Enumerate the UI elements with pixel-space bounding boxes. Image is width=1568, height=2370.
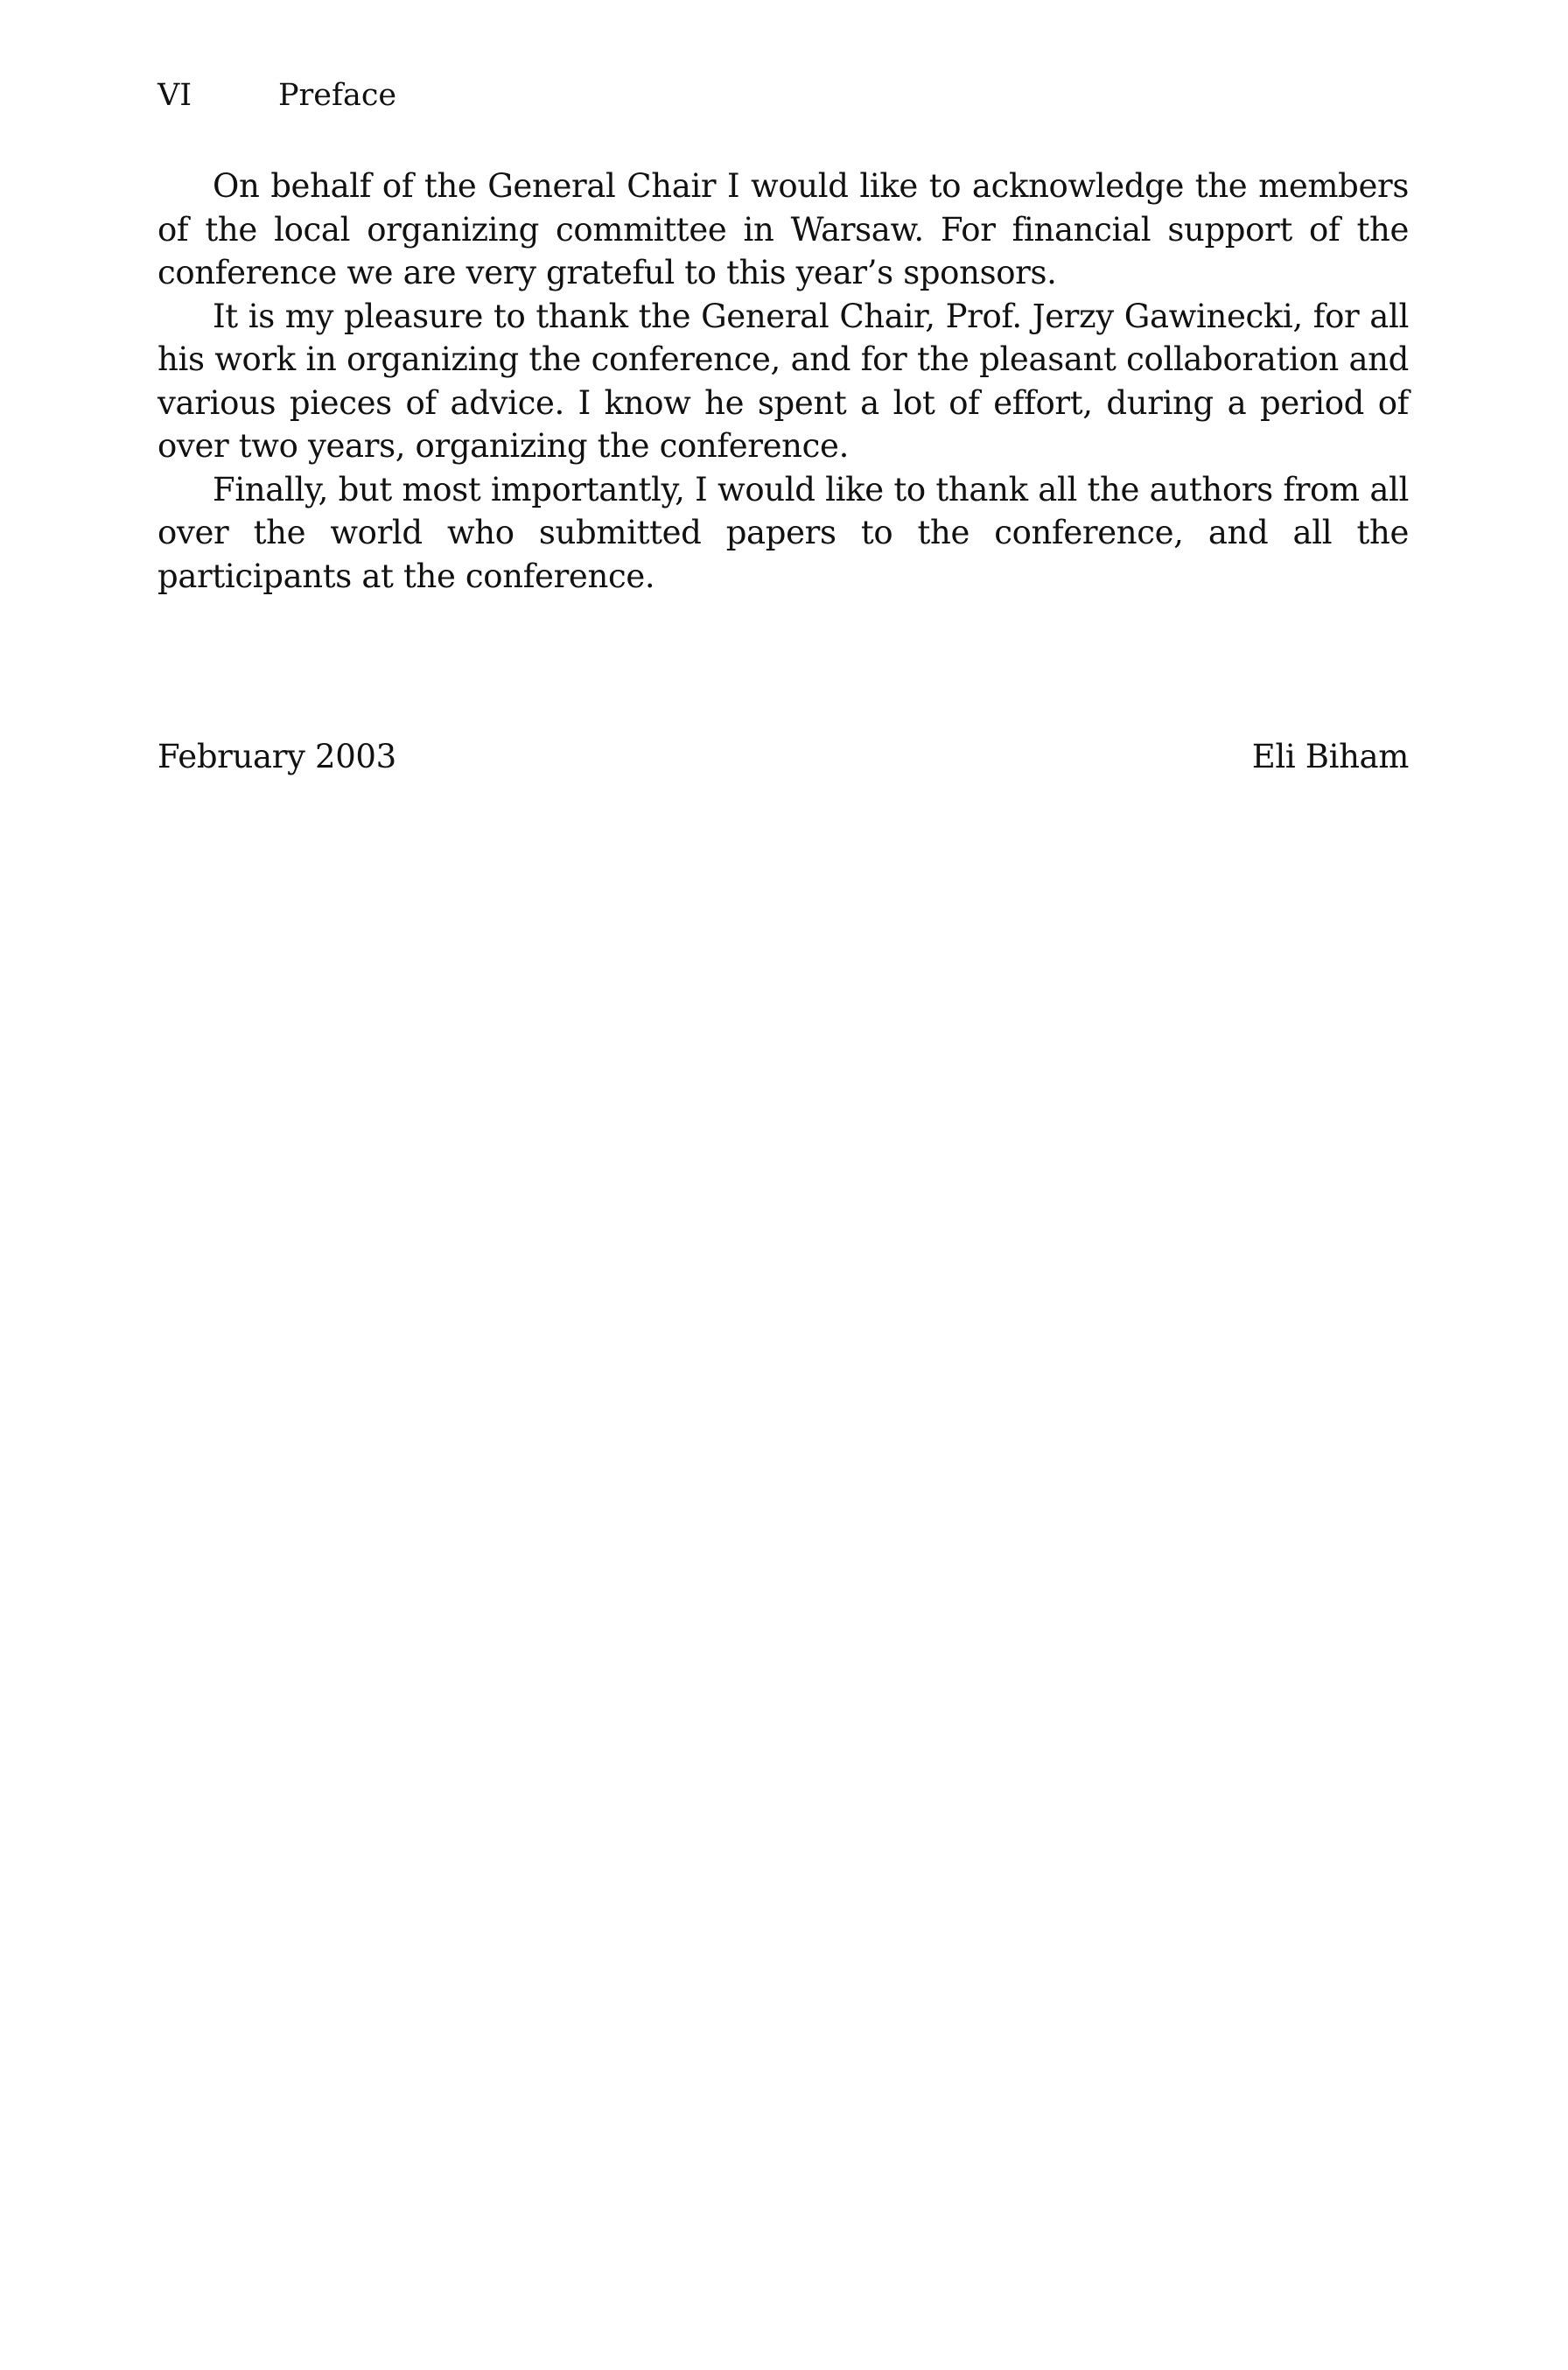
preface-body xyxy=(158,165,1409,598)
section-title: Preface xyxy=(278,78,397,113)
signature-row xyxy=(158,735,1409,779)
paragraph-authors: Finally, but most importantly, I would like to thank all the authors from all over the world who submitted papers to the conference, and all the participants at the conference. xyxy=(158,470,1409,595)
signature-date: February 2003 xyxy=(158,738,396,775)
page-number: VI xyxy=(158,78,192,113)
signature-name: Eli Biham xyxy=(1251,738,1409,775)
paragraph-acknowledgement: On behalf of the General Chair I would like to acknowledge the members of the local organizing committee in Warsaw. For financial support of the conference we are very grateful to this year’s sponsors. xyxy=(158,167,1409,291)
running-head xyxy=(158,74,1409,117)
paragraph-general-chair: It is my pleasure to thank the General Chair, Prof. Jerzy Gawinecki, for all his work in organizing the conference, and for the pleasant collaboration and various pieces of advice. I know he spent a lot of effort, during a period of over two years, organizing the conference. xyxy=(158,297,1409,465)
